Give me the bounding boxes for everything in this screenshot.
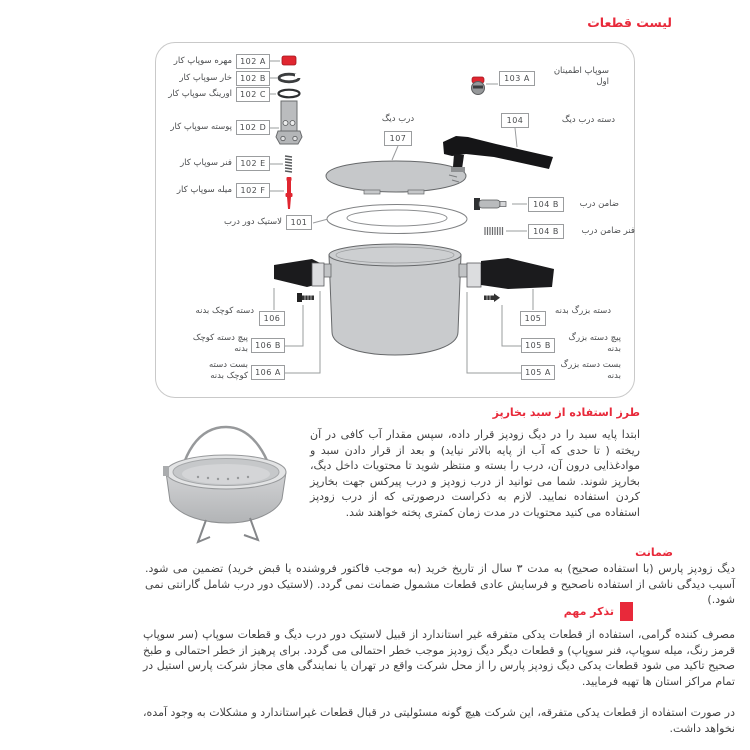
valve-nut-icon — [282, 56, 296, 65]
part-label-102B: خار سوپاپ کار — [179, 73, 232, 83]
lid-handle-shape — [443, 136, 553, 172]
valve-rod-icon — [286, 177, 293, 209]
part-badge-105: 105 — [520, 311, 546, 326]
part-badge-104B-spring: 104 B — [528, 224, 564, 239]
valve-housing-icon — [276, 101, 302, 144]
page-title: لیست قطعات — [587, 15, 672, 30]
notice-section-heading — [564, 602, 633, 621]
part-badge-105B: 105 B — [521, 338, 555, 353]
part-label-102F: میله سوپاپ کار — [176, 185, 232, 195]
steamer-section-body: ابتدا پایه سبد را در دیگ زودپز قرار داده، سپس مقدار آب کافی در آن ریخته ( تا حدی که آب از پایه بالاتر نیاید) و بعد از قرار دادن سبد و موادغذایی درون آن، درب را بسته و منتظر شوید تا محتویات داخل دیگ، بخارپز شوند. شما می توانید از درب زودپز و درب پیرکس جهت بخارپز کردن استفاده نمایید. لازم به ذکراست درصورتی که از درب زودپز استفاده می کنید محتویات در مدت زمان کمتری پخته خواهند شد. — [310, 428, 640, 519]
part-badge-102F: 102 F — [236, 183, 270, 198]
part-badge-102C: 102 C — [236, 87, 270, 102]
valve-oring-icon — [279, 90, 300, 98]
part-badge-105A: 105 A — [521, 365, 555, 380]
pot-body-shape — [322, 244, 468, 355]
valve-clip-icon — [279, 74, 302, 82]
part-label-106A: بست دسته کوچک بدنه — [208, 360, 248, 381]
part-badge-106B: 106 B — [251, 338, 285, 353]
part-badge-102D: 102 D — [236, 120, 270, 135]
part-label-106B: پیچ دسته کوچک بدنه — [192, 333, 248, 354]
part-label-105B: پیچ دسته بزرگ بدنه — [568, 333, 621, 354]
part-badge-101: 101 — [286, 215, 312, 230]
notice-section-body-1: مصرف کننده گرامی، استفاده از قطعات یدکی متفرقه غیر استاندارد از قبیل لاستیک دور درب دیگ و قطعات سوپاپ (سر سوپاپ قرمز رنگ، میله سوپاپ، فنر سوپاپ) و قطعات دیگر دیگ زودپز موجب خطر احتمالی می گردد. برای پرهیز از خطر احتمالی و طبخ صحیح تاکید می شود قطعات یدکی دیگ زودپز پارس را از محل شرکت واقع در تهران یا نمایندگی های مجاز شرکت پارس استیل در تمام مراکز استان ها تهیه فرمایید. — [143, 628, 735, 688]
gasket-shape — [327, 205, 467, 234]
large-handle-shape — [467, 258, 554, 289]
part-label-104B-spring: فنر ضامن درب — [581, 226, 635, 236]
red-square-bullet — [620, 602, 633, 621]
small-handle-shape — [274, 259, 324, 287]
parts-diagram — [155, 42, 635, 398]
part-badge-106: 106 — [259, 311, 285, 326]
pot-lid-shape — [326, 161, 466, 194]
screw-icon-left — [297, 293, 314, 302]
part-badge-104B-latch: 104 B — [528, 197, 564, 212]
part-label-103A: سوپاپ اطمینان اول — [553, 66, 609, 87]
part-badge-107: 107 — [384, 131, 412, 146]
part-label-102A: مهره سوپاپ کار — [173, 56, 232, 66]
part-label-102D: پوسته سوپاپ کار — [170, 122, 232, 132]
part-label-102E: فنر سوپاپ کار — [180, 158, 232, 168]
notice-section-body-2: در صورت استفاده از قطعات یدکی متفرقه، این شرکت هیچ گونه مسئولیتی در قبال قطعات غیراستاندارد و مشکلات به وجود آمده، نخواهد داشت. — [143, 706, 735, 735]
part-label-106: دسته کوچک بدنه — [195, 306, 254, 316]
part-badge-102B: 102 B — [236, 71, 270, 86]
warranty-section-heading: ضمانت — [635, 546, 673, 559]
latch-pin-icon — [474, 198, 506, 210]
part-badge-102E: 102 E — [236, 156, 270, 171]
part-label-107: درب دیگ — [381, 114, 415, 124]
notice-heading-text: تذکر مهم — [563, 605, 614, 618]
warranty-section-body: دیگ زودپز پارس (با استفاده صحیح) به مدت ۳ سال از تاریخ خرید (به موجب فاکتور فروشنده یا قبض خرید) تضمین می شود. آسیب دیدگی ناشی از استفاده ناصحیح و فرسایش عادی قطعات مشمول ضمانت نمی گردد. (لاستیک دور درب شامل گارانتی نمی شود.) — [145, 562, 735, 607]
steamer-basket-image — [150, 414, 302, 548]
part-label-102C: اورینگ سوپاپ کار — [168, 89, 232, 99]
screw-icon-right — [484, 294, 500, 303]
part-badge-102A: 102 A — [236, 54, 270, 69]
part-label-105A: بست دسته بزرگ بدنه — [560, 360, 621, 381]
valve-spring-icon — [285, 156, 292, 172]
latch-spring-icon — [485, 227, 503, 235]
part-badge-103A: 103 A — [499, 71, 535, 86]
part-label-104B-latch: ضامن درب — [579, 199, 619, 209]
safety-valve-icon — [472, 77, 485, 95]
steamer-section-heading: طرز استفاده از سبد بخارپز — [492, 406, 640, 419]
part-badge-106A: 106 A — [251, 365, 285, 380]
part-label-104: دسته درب دیگ — [561, 115, 615, 125]
part-label-105: دسته بزرگ بدنه — [555, 306, 611, 316]
part-badge-104: 104 — [501, 113, 529, 128]
part-label-101: لاستیک دور درب — [224, 217, 282, 227]
